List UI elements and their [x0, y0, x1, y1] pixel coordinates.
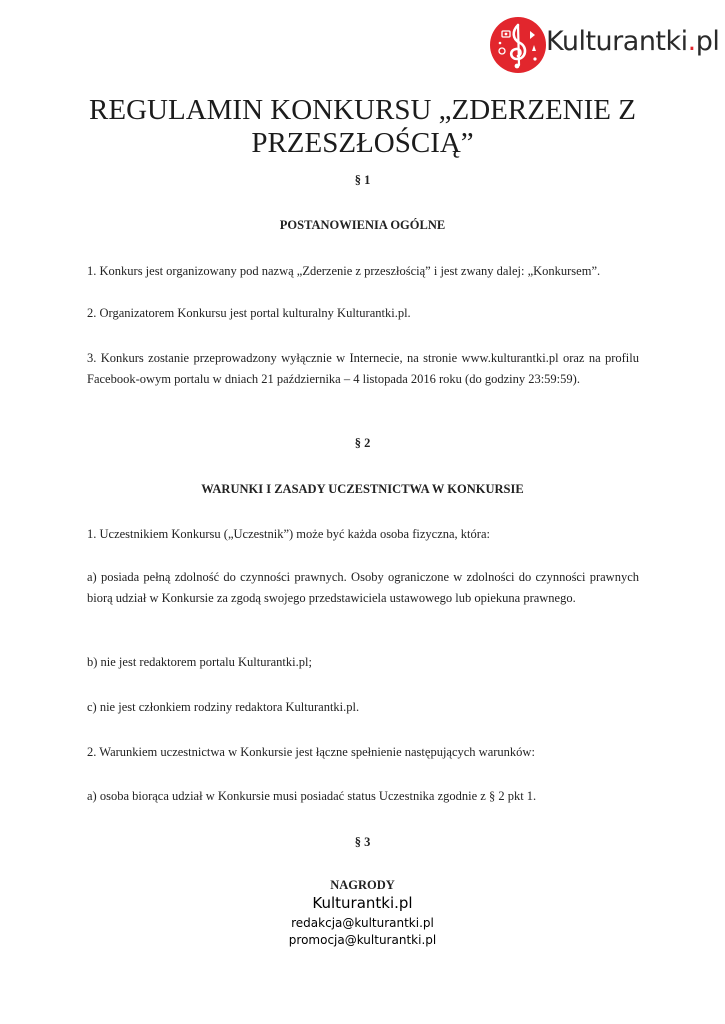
section-1-paragraph-1: 1. Konkurs jest organizowany pod nazwą „Zderzenie z przeszłością” i jest zwany dalej: „Konkursem”.	[87, 264, 601, 278]
section-1-paragraph-3: 3. Konkurs zostanie przeprowadzony wyłącznie w Internecie, na stronie www.kulturantki.pl oraz na profilu Facebook-owym portalu w dniach 21 października – 4 listopada 2016 roku (do godziny 23:59:59).	[87, 351, 639, 386]
section-2-paragraph-6: a) osoba biorąca udział w Konkursie musi posiadać status Uczestnika zgodnie z § 2 pkt 1.	[87, 789, 537, 803]
footer-email-promo[interactable]: promocja@kulturantki.pl	[288, 933, 437, 947]
kulturantki-logo[interactable]	[490, 17, 720, 77]
document-title: REGULAMIN KONKURSU „ZDERZENIE Z PRZESZŁOŚCIĄ”	[89, 94, 636, 159]
logo-badge-icon	[490, 17, 546, 73]
footer-site: Kulturantki.pl	[312, 894, 413, 912]
logo-dot: .	[687, 26, 696, 57]
section-2-paragraph-5: 2. Warunkiem uczestnictwa w Konkursie jest łączne spełnienie następujących warunków:	[87, 745, 535, 759]
footer-email-editorial[interactable]: redakcja@kulturantki.pl	[291, 916, 434, 930]
section-2-paragraph-1: 1. Uczestnikiem Konkursu („Uczestnik”) może być każda osoba fizyczna, która:	[87, 527, 490, 541]
section-3-heading: NAGRODY	[330, 878, 395, 892]
section-2-paragraph-3: b) nie jest redaktorem portalu Kulturantki.pl;	[87, 655, 312, 669]
section-2-heading: WARUNKI I ZASADY UCZESTNICTWA W KONKURSIE	[201, 482, 524, 496]
section-1-heading: POSTANOWIENIA OGÓLNE	[279, 218, 446, 232]
section-2-number: § 2	[354, 436, 371, 450]
logo-text: Kulturantki.pl	[546, 26, 720, 57]
section-1-paragraph-2: 2. Organizatorem Konkursu jest portal kulturalny Kulturantki.pl.	[87, 306, 411, 320]
section-1-number: § 1	[354, 173, 371, 187]
section-2-paragraph-2: a) posiada pełną zdolność do czynności prawnych. Osoby ograniczone w zdolności do czynności prawnych biorą udział w Konkursie za zgodą swojego przedstawiciela ustawowego lub opiekuna prawnego.	[87, 570, 639, 605]
section-3-number: § 3	[354, 835, 371, 849]
section-2-paragraph-4: c) nie jest członkiem rodziny redaktora Kulturantki.pl.	[87, 700, 360, 714]
